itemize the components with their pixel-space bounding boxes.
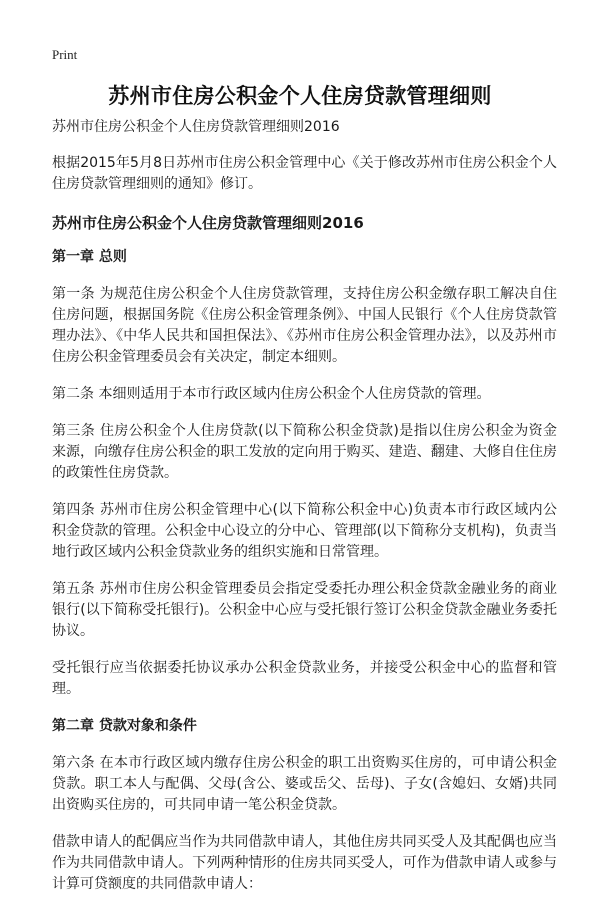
document-body: [52, 117, 557, 911]
page-title: 苏州市住房公积金个人住房贷款管理细则: [108, 84, 492, 108]
article-3: 第三条 住房公积金个人住房贷款(以下简称公积金贷款)是指以住房公积金为资金来源，向缴存住房公积金的职工发放的定向用于购买、建造、翻建、大修自住住房的政策性住房贷款。: [52, 423, 557, 481]
revision-note: 根据2015年5月8日苏州市住房公积金管理中心《关于修改苏州市住房公积金个人住房贷款管理细则的通知》修订。: [52, 155, 557, 192]
article-6-paragraph-2: 借款申请人的配偶应当作为共同借款申请人，其他住房共同买受人及其配偶也应当作为共同借款申请人。下列两种情形的住房共同买受人，可作为借款申请人或参与计算可贷额度的共同借款申请人：: [52, 834, 557, 892]
article-5: 第五条 苏州市住房公积金管理委员会指定受委托办理公积金贷款金融业务的商业银行(以下简称受托银行)。公积金中心应与受托银行签订公积金贷款金融业务委托协议。: [52, 581, 557, 639]
article-2: 第二条 本细则适用于本市行政区域内住房公积金个人住房贷款的管理。: [52, 386, 491, 402]
article-5-paragraph-2: 受托银行应当依据委托协议承办公积金贷款业务，并接受公积金中心的监督和管理。: [52, 660, 557, 697]
chapter-1-title: 第一章 总则: [52, 249, 127, 265]
article-4: 第四条 苏州市住房公积金管理中心(以下简称公积金中心)负责本市行政区域内公积金贷款的管理。公积金中心设立的分中心、管理部(以下简称分支机构)，负责当地行政区域内公积金贷款业务的组织实施和日常管理。: [52, 502, 557, 560]
article-6: 第六条 在本市行政区域内缴存住房公积金的职工出资购买住房的，可申请公积金贷款。职工本人与配偶、父母(含公、婆或岳父、岳母)、子女(含媳妇、女婿)共同出资购买住房的，可共同申请一笔公积金贷款。: [52, 755, 557, 813]
article-1: 第一条 为规范住房公积金个人住房贷款管理，支持住房公积金缴存职工解决自住住房问题，根据国务院《住房公积金管理条例》、中国人民银行《个人住房贷款管理办法》、《中华人民共和国担保法》、《苏州市住房公积金管理办法》，以及苏州市住房公积金管理委员会有关决定，制定本细则。: [52, 286, 557, 365]
document-subtitle: 苏州市住房公积金个人住房贷款管理细则2016: [52, 119, 340, 135]
section-heading: 苏州市住房公积金个人住房贷款管理细则2016: [52, 214, 364, 232]
chapter-2-title: 第二章 贷款对象和条件: [52, 718, 197, 734]
print-link[interactable]: Print: [52, 47, 78, 62]
